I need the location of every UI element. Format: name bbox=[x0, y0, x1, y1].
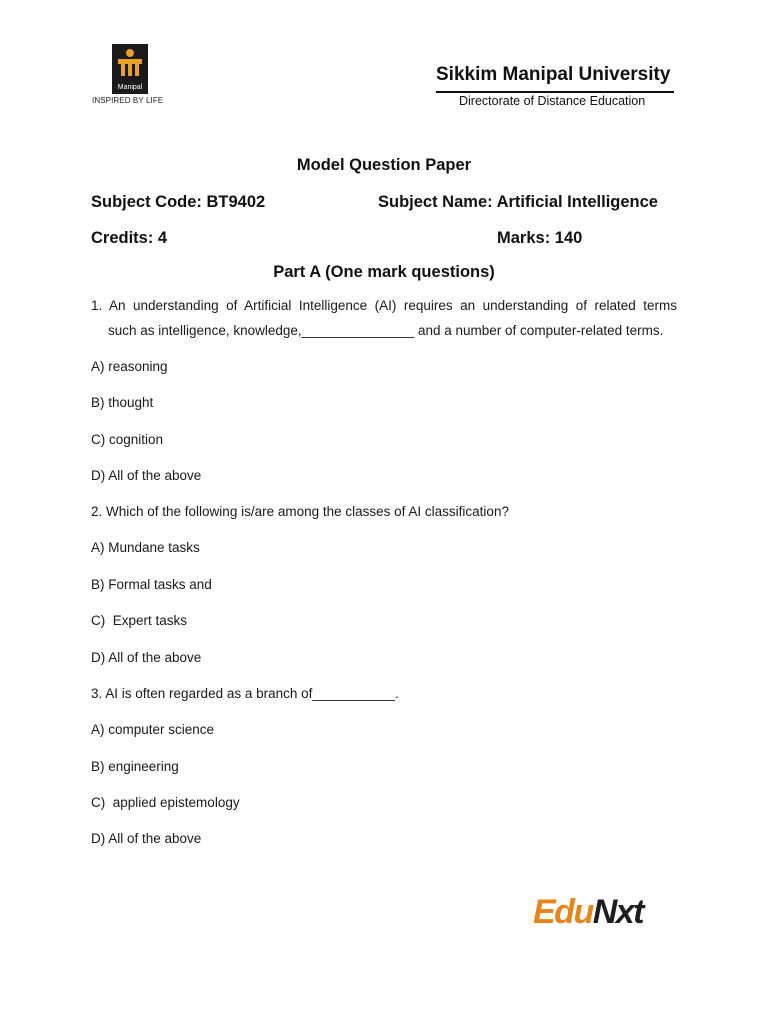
header-divider bbox=[436, 91, 674, 93]
manipal-emblem-icon bbox=[112, 44, 148, 94]
university-name: Sikkim Manipal University bbox=[436, 64, 671, 85]
subject-name: Subject Name: Artificial Intelligence bbox=[378, 193, 658, 211]
question-2-option-b: B) Formal tasks and bbox=[91, 577, 212, 592]
question-3-option-d: D) All of the above bbox=[91, 831, 202, 846]
logo-label: Manipal bbox=[117, 84, 143, 91]
question-1-text: 1. An understanding of Artificial Intelligence (AI) requires an understanding of related terms bbox=[91, 298, 677, 313]
question-2-option-d: D) All of the above bbox=[91, 650, 202, 665]
question-1-option-b: B) thought bbox=[91, 395, 154, 410]
question-2-option-c: C) Expert tasks bbox=[91, 613, 188, 628]
credits: Credits: 4 bbox=[91, 229, 168, 247]
question-2-text: 2. Which of the following is/are among the classes of AI classification? bbox=[91, 504, 509, 519]
question-3-option-a: A) computer science bbox=[91, 722, 215, 737]
edunext-logo bbox=[533, 893, 643, 932]
subject-code: Subject Code: BT9402 bbox=[91, 193, 266, 211]
edunext-logo-part2: Nxt bbox=[592, 893, 644, 931]
edunext-logo-part1: Edu bbox=[533, 893, 593, 931]
question-1-option-c: C) cognition bbox=[91, 432, 164, 447]
question-3-text: 3. AI is often regarded as a branch of___________. bbox=[91, 686, 399, 701]
question-2-option-a: A) Mundane tasks bbox=[91, 540, 200, 555]
question-1-text-cont: such as intelligence, knowledge,_______________ and a number of computer-related terms. bbox=[108, 323, 664, 338]
question-1-option-d: D) All of the above bbox=[91, 468, 202, 483]
paper-title: Model Question Paper bbox=[296, 156, 472, 174]
question-3-option-b: B) engineering bbox=[91, 759, 179, 774]
department-name: Directorate of Distance Education bbox=[459, 94, 646, 108]
question-1-option-a: A) reasoning bbox=[91, 359, 168, 374]
manipal-logo bbox=[112, 44, 148, 94]
part-title: Part A (One mark questions) bbox=[273, 263, 495, 281]
marks: Marks: 140 bbox=[497, 229, 583, 247]
question-3-option-c: C) applied epistemology bbox=[91, 795, 240, 810]
logo-tagline: INSPIRED BY LIFE bbox=[92, 96, 164, 105]
